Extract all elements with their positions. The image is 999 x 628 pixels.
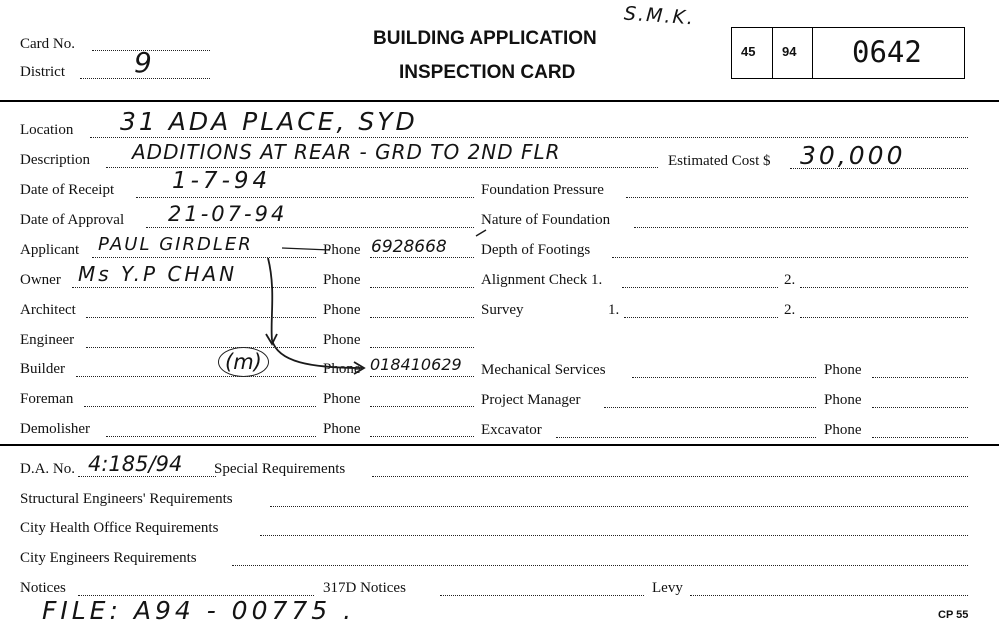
special-req-label: Special Requirements: [214, 461, 346, 477]
city-health-req-line: [260, 535, 968, 536]
notices-317d-label: 317D Notices: [323, 580, 406, 596]
survey-2: 2.: [784, 302, 796, 318]
title-line2: INSPECTION CARD: [399, 62, 576, 83]
da-line: [78, 476, 216, 477]
ref-year: 45: [741, 44, 756, 59]
description-label: Description: [20, 152, 90, 168]
description-value: ADDITIONS AT REAR - GRD TO 2ND FLR: [132, 140, 561, 164]
estimated-cost-label: Estimated Cost $: [668, 153, 771, 169]
mechanical-services-label: Mechanical Services: [481, 362, 606, 378]
levy-line: [690, 595, 968, 596]
project-manager-phone-label: Phone: [824, 392, 862, 408]
file-note: FILE: A94 - 00775 .: [42, 596, 356, 625]
city-engineers-req-label: City Engineers Requirements: [20, 550, 197, 566]
structural-req-line: [270, 506, 968, 507]
city-engineers-req-line: [232, 565, 968, 566]
engineer-phone-label: Phone: [323, 332, 361, 348]
project-manager-label: Project Manager: [481, 392, 581, 408]
levy-label: Levy: [652, 580, 683, 596]
section-rule: [0, 444, 999, 446]
builder-mark: (m): [218, 347, 269, 377]
applicant-phone-label: Phone: [323, 242, 361, 258]
demolisher-label: Demolisher: [20, 421, 90, 437]
excavator-label: Excavator: [481, 422, 542, 438]
owner-value: Ms Y.P CHAN: [78, 262, 238, 286]
card-no-label: Card No.: [20, 36, 75, 52]
survey-label: Survey: [481, 302, 524, 318]
applicant-phone-value: 6928668: [371, 237, 447, 257]
location-label: Location: [20, 122, 74, 138]
location-value: 31 ADA PLACE, SYD: [120, 107, 418, 136]
foreman-phone-label: Phone: [323, 391, 361, 407]
ref-no: 94: [782, 44, 797, 59]
nature-foundation-label: Nature of Foundation: [481, 212, 611, 228]
alignment-check-label: Alignment Check 1.: [481, 272, 603, 288]
builder-phone-label: Phone: [323, 361, 361, 377]
date-receipt-label: Date of Receipt: [20, 182, 115, 198]
district-value: 9: [134, 46, 152, 79]
da-label: D.A. No.: [20, 461, 75, 477]
notices-317d-line: [440, 595, 644, 596]
da-value: 4:185/94: [88, 452, 183, 476]
foreman-label: Foreman: [20, 391, 74, 407]
notices-label: Notices: [20, 580, 66, 596]
owner-phone-label: Phone: [323, 272, 361, 288]
engineer-label: Engineer: [20, 332, 75, 348]
date-approval-label: Date of Approval: [20, 212, 125, 228]
estimated-cost-value: 30,000: [800, 141, 906, 170]
structural-req-label: Structural Engineers' Requirements: [20, 491, 233, 507]
demolisher-phone-label: Phone: [323, 421, 361, 437]
builder-phone-value: 018410629: [370, 355, 462, 374]
district-label: District: [20, 64, 65, 80]
applicant-value: PAUL GIRDLER: [98, 234, 253, 255]
initials: S.M.K.: [623, 2, 696, 30]
depth-footings-label: Depth of Footings: [481, 242, 591, 258]
form-code: CP 55: [938, 609, 969, 621]
date-approval-value: 21-07-94: [168, 202, 288, 226]
title-line1: BUILDING APPLICATION: [373, 28, 597, 49]
card-number: 0642: [852, 35, 922, 69]
architect-phone-label: Phone: [323, 302, 361, 318]
special-req-line: [372, 476, 968, 477]
city-health-req-label: City Health Office Requirements: [20, 520, 219, 536]
survey-1: 1.: [608, 302, 620, 318]
architect-label: Architect: [20, 302, 76, 318]
excavator-phone-label: Phone: [824, 422, 862, 438]
builder-label: Builder: [20, 361, 65, 377]
foundation-pressure-label: Foundation Pressure: [481, 182, 604, 198]
applicant-label: Applicant: [20, 242, 80, 258]
owner-label: Owner: [20, 272, 61, 288]
mechanical-phone-label: Phone: [824, 362, 862, 378]
date-receipt-value: 1-7-94: [172, 168, 272, 194]
alignment-check-2: 2.: [784, 272, 796, 288]
